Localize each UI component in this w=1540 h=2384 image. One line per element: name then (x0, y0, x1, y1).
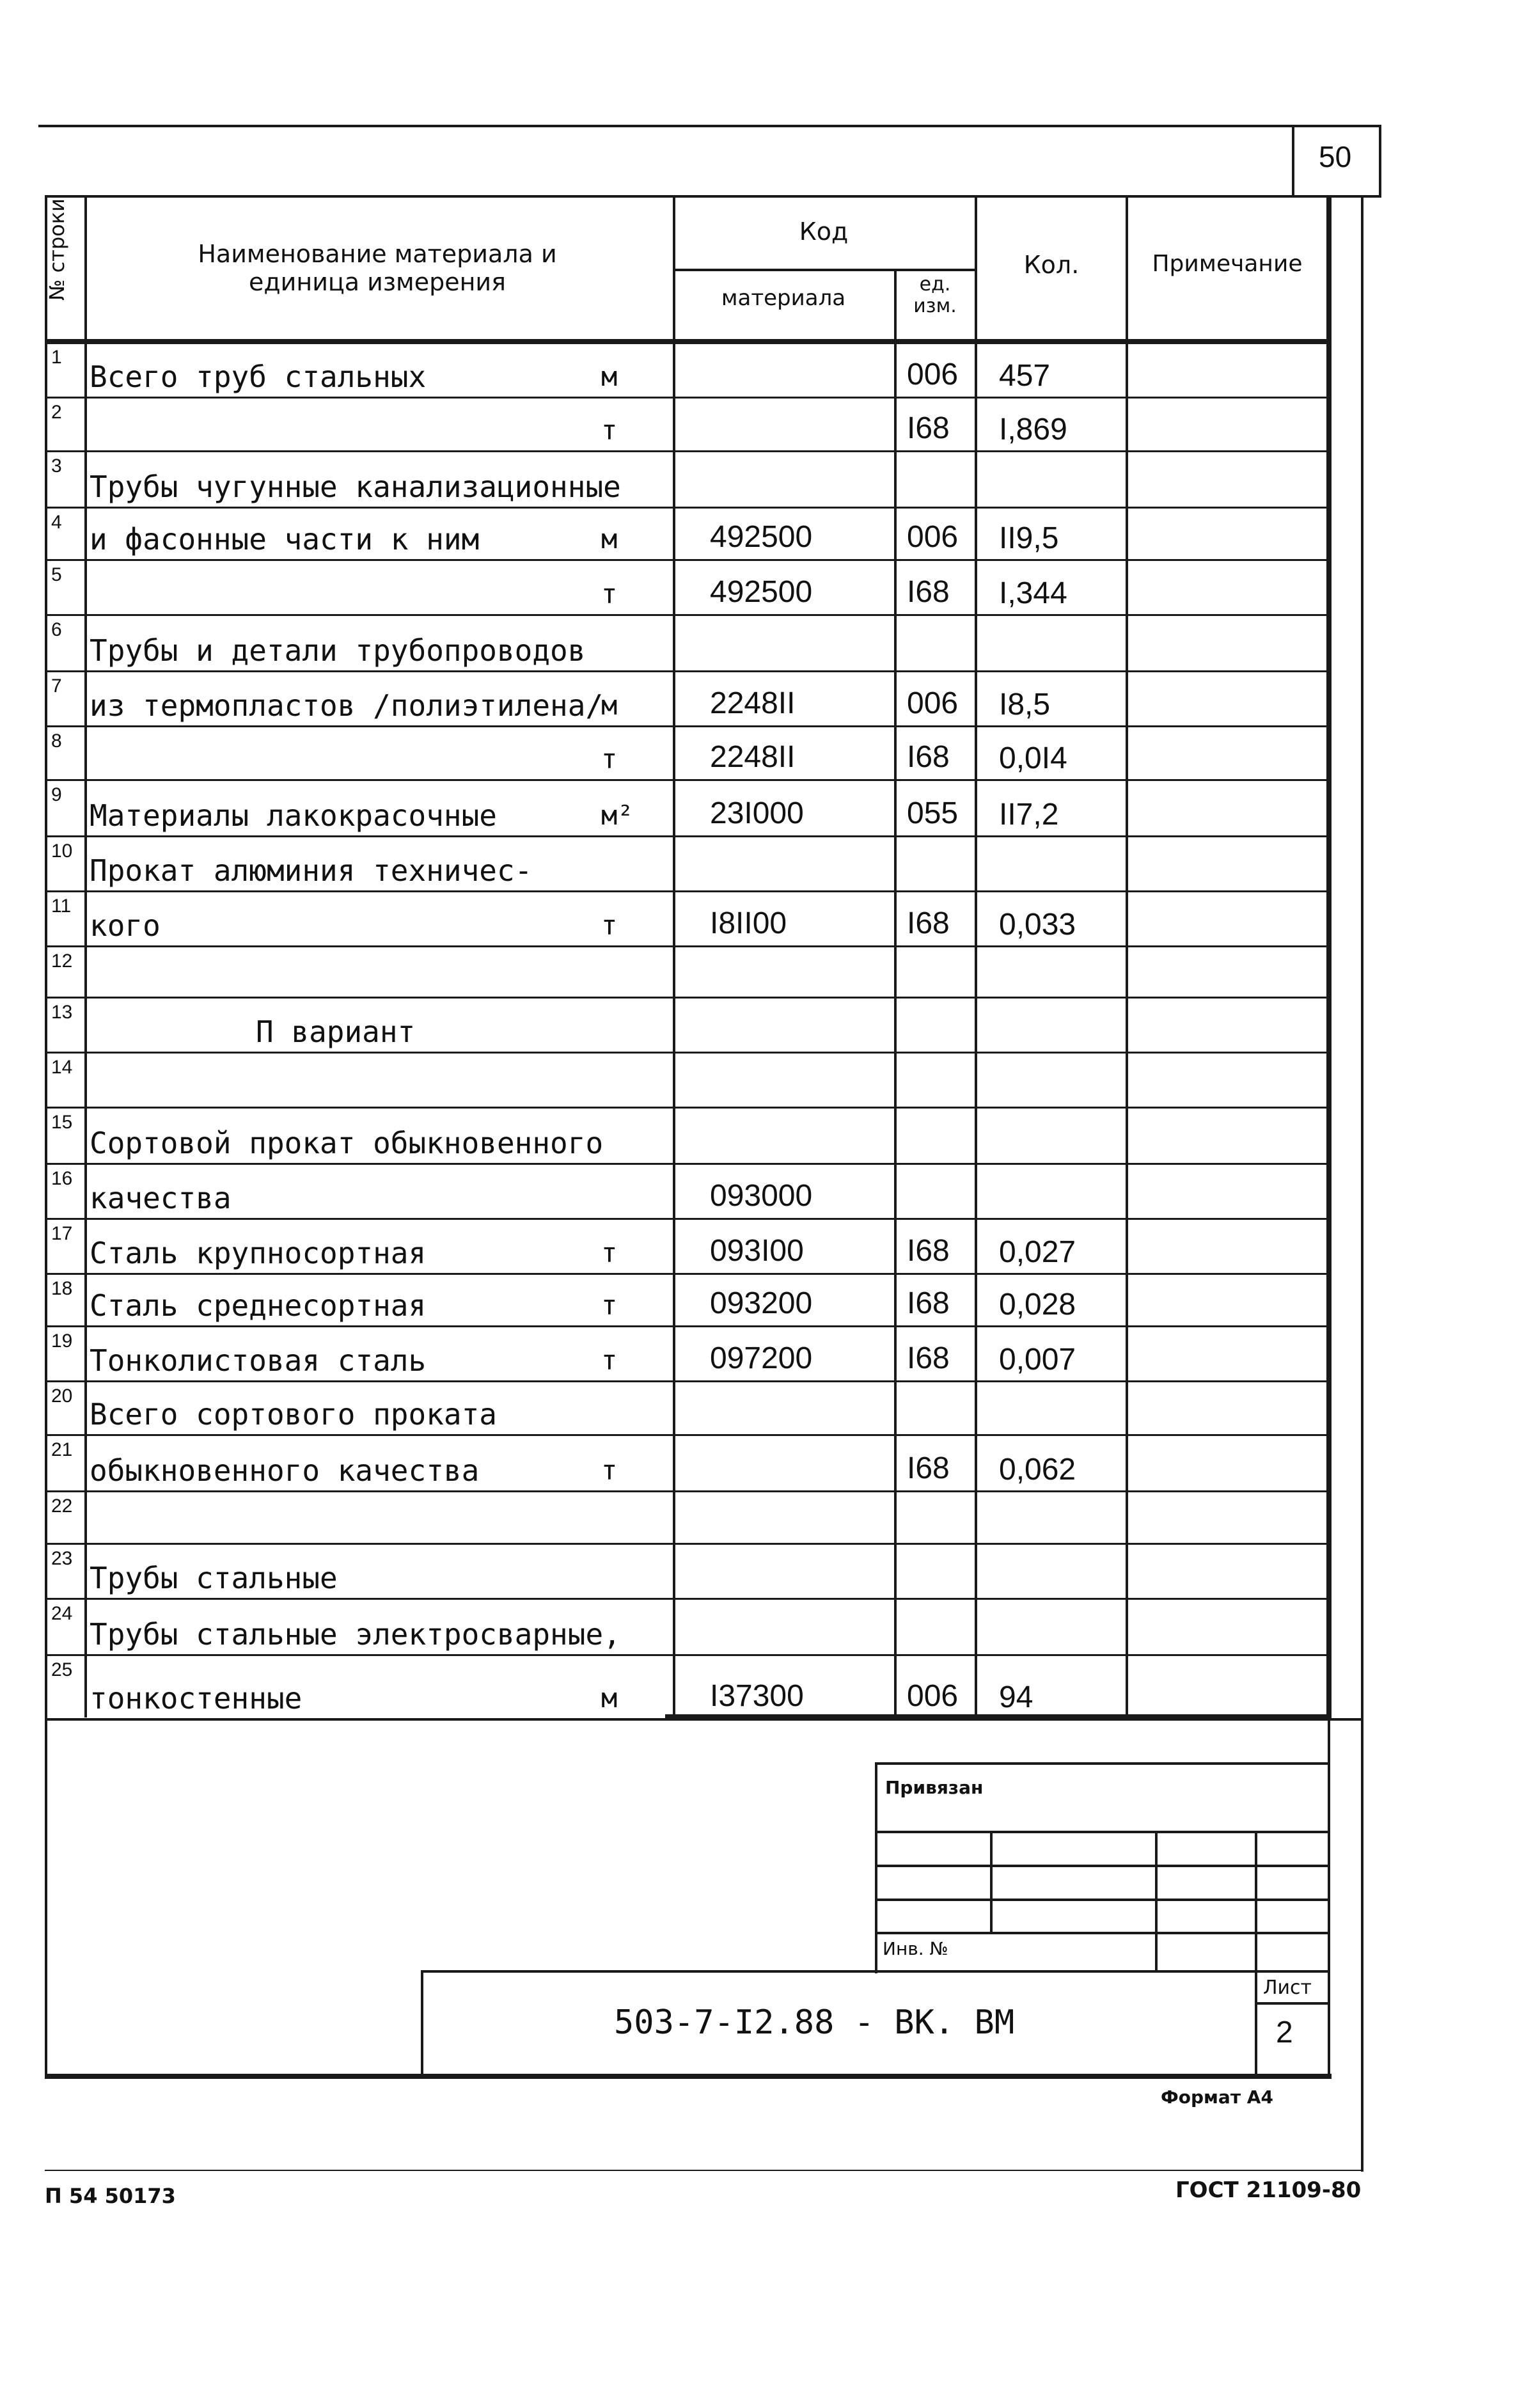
row-unit-code: I68 (907, 575, 950, 609)
row-quantity: I8,5 (999, 688, 1051, 722)
header-code: Код (799, 217, 849, 246)
row-number: 13 (51, 1002, 73, 1023)
row-separator (45, 1218, 1330, 1220)
bound-label: Привязан (885, 1777, 984, 1798)
header-bottom-line (45, 339, 1332, 344)
row-number: 19 (51, 1330, 73, 1352)
stamp-grid-v2 (1155, 1831, 1158, 1971)
row-unit-code: I68 (907, 906, 950, 940)
row-unit: т (601, 1345, 618, 1376)
row-name: Трубы и детали трубопроводов (90, 633, 586, 668)
row-separator (45, 1543, 1330, 1545)
sheet-label: Лист (1263, 1977, 1312, 1999)
row-name: Сталь среднесортная (90, 1288, 427, 1323)
top-frame-line (38, 125, 1381, 127)
row-number: 3 (51, 455, 62, 477)
row-unit-code: I68 (907, 1451, 950, 1485)
row-number: 6 (51, 619, 62, 640)
row-number: 8 (51, 730, 62, 752)
footer-right: ГОСТ 21109-80 (1175, 2177, 1362, 2203)
row-unit-code: 055 (907, 796, 959, 830)
row-material-code: 093200 (710, 1286, 813, 1320)
row-separator (45, 1654, 1330, 1656)
footer-left: П 54 50173 (45, 2184, 176, 2208)
col-line-qty (1126, 195, 1128, 1717)
page-bottom-line (45, 2074, 1332, 2079)
row-name: качества (90, 1181, 232, 1215)
row-separator (45, 890, 1330, 892)
header-qty: Кол. (1023, 251, 1080, 279)
row-name: тонкостенные (90, 1681, 302, 1716)
row-number: 1 (51, 347, 62, 368)
row-name: Всего труб стальных (90, 359, 427, 394)
row-name: кого (90, 908, 161, 943)
row-name: Трубы чугунные канализационные (90, 470, 621, 504)
row-separator (45, 945, 1330, 947)
sheet-label-line (1255, 2002, 1330, 2005)
document-code: 503-7-I2.88 - ВК. ВМ (614, 2003, 1015, 2042)
row-name: Трубы стальные (90, 1561, 338, 1595)
row-separator (45, 507, 1330, 509)
row-number: 17 (51, 1223, 73, 1244)
row-quantity: 457 (999, 359, 1051, 393)
row-name: Материалы лакокрасочные (90, 798, 497, 833)
row-unit: т (601, 910, 618, 941)
stamp-grid-v1 (990, 1831, 993, 1933)
stamp-top (875, 1762, 1330, 1765)
row-unit-code: I68 (907, 740, 950, 774)
row-name: Сталь крупносортная (90, 1236, 427, 1270)
row-unit: м (601, 361, 618, 392)
stamp-grid-4 (875, 1932, 1330, 1934)
col-line-note-right (1326, 195, 1332, 1717)
row-number: 2 (51, 402, 62, 423)
outer-right-frame (1361, 195, 1363, 2172)
row-separator (45, 779, 1330, 781)
stamp-grid-3 (875, 1899, 1330, 1901)
row-quantity: I,869 (999, 413, 1067, 446)
row-unit: т (601, 1237, 618, 1268)
row-unit: т (601, 1290, 618, 1321)
row-unit: м² (601, 800, 634, 831)
row-quantity: II9,5 (999, 521, 1059, 555)
row-separator (45, 450, 1330, 452)
inv-no-label: Инв. № (883, 1938, 948, 1959)
header-code-unit: ед. изм. (913, 273, 957, 317)
row-material-code: I8II00 (710, 906, 787, 940)
row-number: 14 (51, 1057, 73, 1078)
row-separator (45, 397, 1330, 399)
row-material-code: 093000 (710, 1179, 813, 1213)
row-quantity: 0,027 (999, 1235, 1076, 1269)
row-name: Трубы стальные электросварные, (90, 1617, 621, 1652)
row-unit-code: 006 (907, 1679, 959, 1713)
row-separator (45, 835, 1330, 837)
row-number: 4 (51, 512, 62, 533)
stamp-grid-2 (875, 1865, 1330, 1867)
row-material-code: 23I000 (710, 796, 804, 830)
row-name: и фасонные части к ним (90, 522, 480, 557)
row-number: 25 (51, 1659, 73, 1680)
row-name: обыкновенного качества (90, 1453, 480, 1488)
row-quantity: I,344 (999, 576, 1067, 610)
page-num-box-left (1292, 125, 1294, 196)
page-number: 50 (1319, 140, 1352, 173)
row-separator (45, 725, 1330, 727)
col-line-unitcode (975, 195, 977, 1717)
row-number: 9 (51, 784, 62, 805)
table-left-line (45, 195, 47, 2076)
row-unit-code: 006 (907, 686, 959, 720)
row-number: 21 (51, 1439, 73, 1460)
row-unit-code: 006 (907, 358, 959, 391)
row-name: Тонколистовая сталь (90, 1343, 427, 1378)
col-line-name (673, 195, 675, 1717)
row-unit: м (601, 523, 618, 555)
row-material-code: 492500 (710, 520, 813, 554)
format-label: Формат А4 (1161, 2087, 1273, 2108)
row-quantity: 94 (999, 1680, 1033, 1714)
row-name: Сортовой прокат обыкновенного (90, 1126, 604, 1160)
row-unit: т (601, 414, 618, 446)
row-separator (45, 1325, 1330, 1327)
row-quantity: 0,033 (999, 908, 1076, 942)
row-unit: м (601, 690, 618, 721)
title-block-left (421, 1970, 423, 2076)
row-unit-code: I68 (907, 1341, 950, 1375)
row-quantity: 0,028 (999, 1288, 1076, 1322)
row-material-code: 097200 (710, 1341, 813, 1375)
row-unit-code: 006 (907, 520, 959, 554)
sheet-number: 2 (1276, 2016, 1293, 2049)
header-code-material: материала (721, 285, 846, 311)
row-material-code: 2248II (710, 686, 796, 720)
row-number: 18 (51, 1278, 73, 1299)
row-number: 24 (51, 1603, 73, 1624)
row-name: Прокат алюминия техничес- (90, 853, 533, 888)
row-material-code: I37300 (710, 1679, 804, 1713)
row-number: 15 (51, 1112, 73, 1133)
row-unit: т (601, 743, 618, 775)
row-number: 7 (51, 675, 62, 697)
row-separator (45, 670, 1330, 672)
row-separator (45, 1598, 1330, 1600)
row-unit-code: I68 (907, 1286, 950, 1320)
row-quantity: II7,2 (999, 798, 1059, 832)
row-separator (45, 614, 1330, 616)
page-num-box-right (1379, 125, 1381, 196)
row-separator (45, 559, 1330, 561)
table-top-line (45, 195, 1362, 198)
col-line-rownum (84, 195, 87, 1717)
row-unit: т (601, 578, 618, 610)
row-number: 5 (51, 564, 62, 585)
row-material-code: 2248II (710, 740, 796, 774)
row-quantity: 0,062 (999, 1453, 1076, 1487)
header-note: Примечание (1152, 251, 1303, 277)
row-separator (45, 1052, 1330, 1054)
row-unit: м (601, 1682, 618, 1714)
row-number: 10 (51, 841, 73, 862)
code-subheader-line (673, 269, 975, 271)
row-number: 20 (51, 1385, 73, 1407)
row-separator (45, 1490, 1330, 1492)
row-number: 16 (51, 1168, 73, 1189)
stamp-left (875, 1762, 877, 1973)
row-material-code: 093I00 (710, 1234, 804, 1268)
row-name: П вариант (256, 1014, 416, 1049)
row-name: из термопластов /полиэтилена/ (90, 688, 604, 723)
row-quantity: 0,0I4 (999, 741, 1067, 775)
col-line-material (894, 269, 897, 1717)
row-separator (45, 997, 1330, 999)
row-unit-code: I68 (907, 411, 950, 445)
stamp-grid-1 (875, 1831, 1330, 1833)
row-number: 12 (51, 951, 73, 972)
row-separator (45, 1107, 1330, 1109)
row-quantity: 0,007 (999, 1343, 1076, 1377)
row-number: 23 (51, 1548, 73, 1569)
row-number: 22 (51, 1496, 73, 1517)
row-number: 11 (51, 896, 72, 917)
header-name: Наименование материала и единица измерения (198, 240, 557, 296)
stamp-right (1328, 1718, 1330, 2076)
row-material-code: 492500 (710, 575, 813, 609)
row-unit: т (601, 1455, 618, 1486)
row-separator (45, 1380, 1330, 1382)
row-name: Всего сортового проката (90, 1397, 497, 1432)
footer-line (45, 2170, 1362, 2171)
table-bottom-thin (45, 1718, 1362, 1721)
title-block-sheet-left (1255, 1970, 1257, 2076)
title-block-top (421, 1970, 1330, 1973)
row-separator (45, 1434, 1330, 1436)
stamp-grid-v3 (1255, 1831, 1257, 1971)
header-row-no: № строки (45, 198, 69, 301)
row-unit-code: I68 (907, 1234, 950, 1268)
row-separator (45, 1273, 1330, 1275)
row-separator (45, 1163, 1330, 1165)
